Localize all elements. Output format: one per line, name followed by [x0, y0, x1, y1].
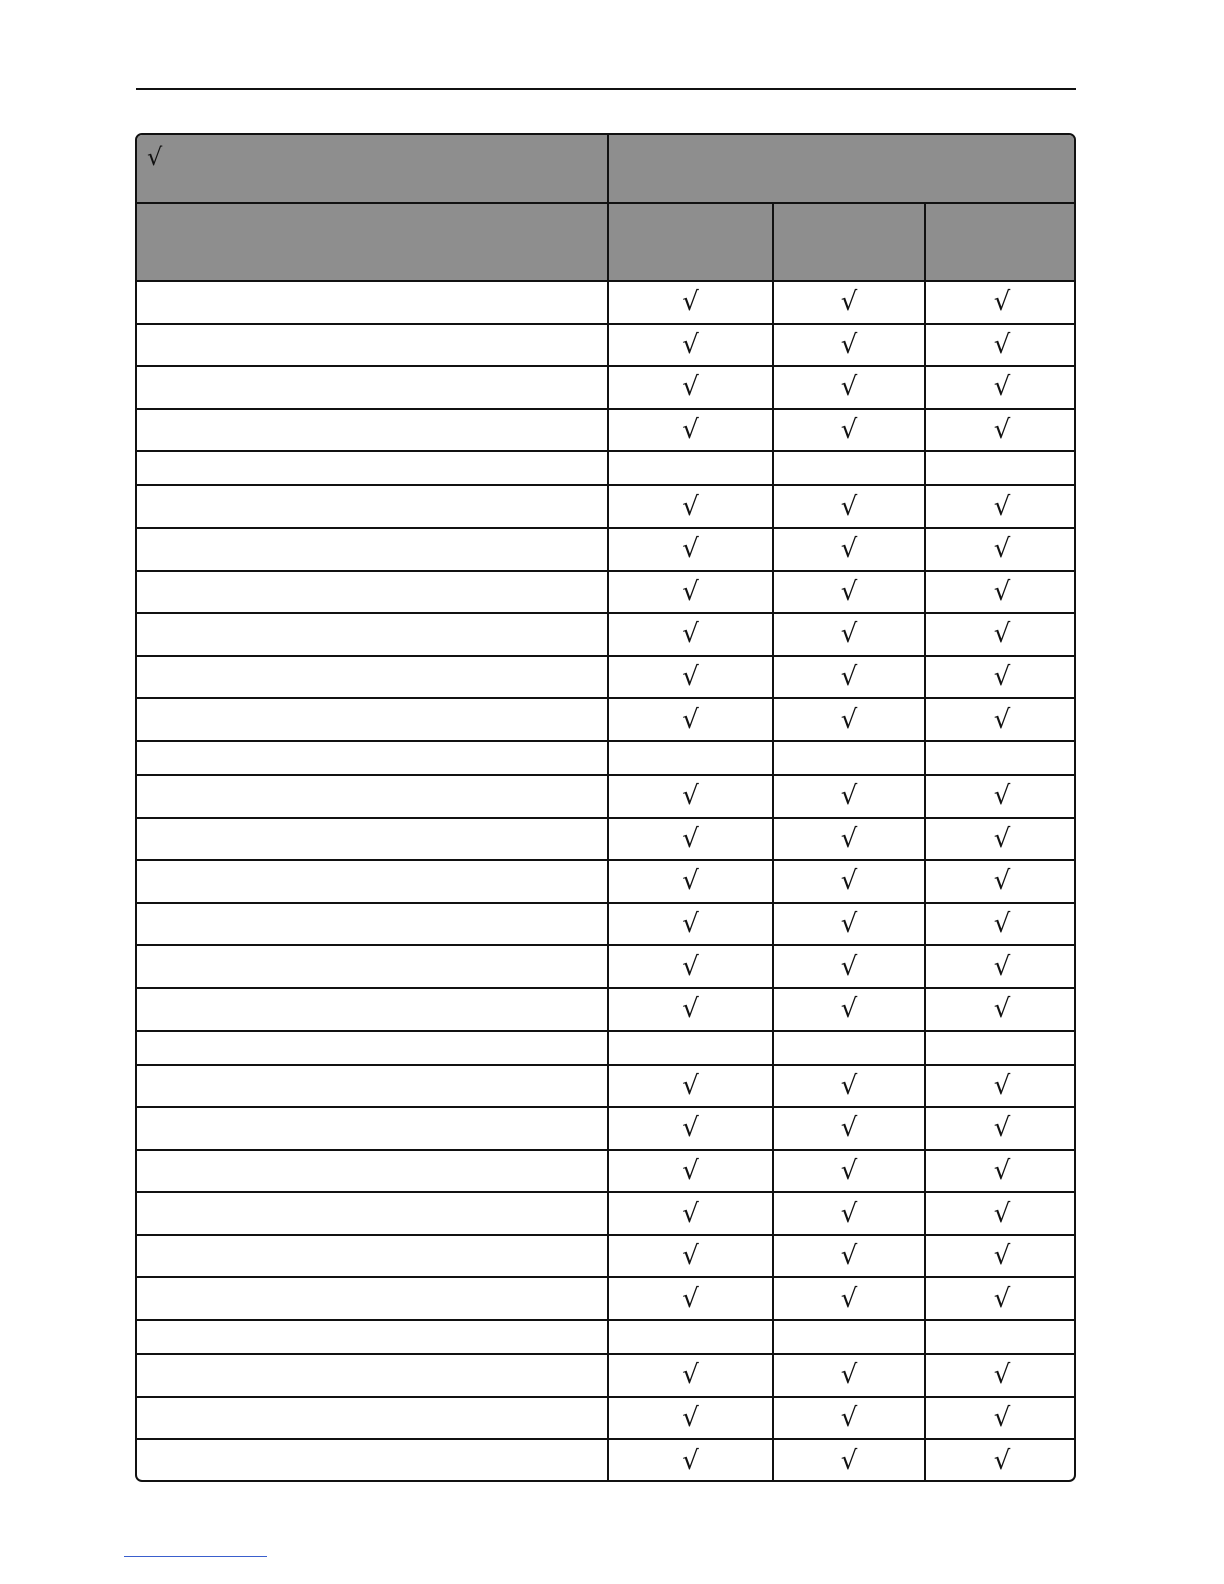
- table-header-row-2: [137, 203, 1076, 281]
- row-cell-column-2: [773, 1107, 925, 1150]
- row-cell-column-3: [925, 613, 1076, 656]
- table-row: [137, 366, 1076, 409]
- table-row: [137, 571, 1076, 614]
- table-row: [137, 860, 1076, 903]
- row-cell-column-1: [608, 571, 773, 614]
- section-row: [137, 451, 1076, 485]
- row-cell-column-2: [773, 1065, 925, 1108]
- checkmark-icon: √: [993, 866, 1011, 897]
- header-item-cell: [137, 203, 608, 281]
- row-cell-column-1: [608, 1107, 773, 1150]
- section-row: [137, 1031, 1076, 1065]
- row-cell-column-1: [608, 698, 773, 741]
- checkmark-icon: √: [840, 823, 858, 854]
- row-cell-column-3: [925, 1150, 1076, 1193]
- row-cell-column-1: [608, 324, 773, 367]
- checkmark-icon: √: [682, 994, 699, 1025]
- row-cell-column-1: [608, 1065, 773, 1108]
- row-cell-column-3: [925, 528, 1076, 571]
- row-cell-column-1: [608, 818, 773, 861]
- row-label-cell: [137, 409, 608, 452]
- row-cell-column-3: [925, 1277, 1076, 1320]
- table-row: [137, 1277, 1076, 1320]
- row-label-cell: [137, 324, 608, 367]
- row-cell-column-1: [608, 409, 773, 452]
- row-cell-column-1: [608, 1277, 773, 1320]
- row-label-cell: [137, 945, 608, 988]
- checkmark-icon: √: [993, 781, 1011, 812]
- table-header-row-1: [137, 135, 1076, 203]
- checkmark-icon: √: [682, 1402, 699, 1433]
- row-cell-column-1: [608, 1150, 773, 1193]
- checkmark-icon: √: [993, 1283, 1011, 1314]
- checkmark-icon: √: [682, 491, 699, 522]
- checkmark-icon: √: [682, 1360, 699, 1391]
- row-cell-column-3: [925, 903, 1076, 946]
- checkmark-icon: √: [682, 415, 699, 446]
- row-label-cell: [137, 1031, 608, 1065]
- row-cell-column-1: [608, 1439, 773, 1482]
- row-label-cell: [137, 485, 608, 528]
- row-label-cell: [137, 1235, 608, 1278]
- checkmark-icon: √: [682, 781, 699, 812]
- checkmark-icon: √: [682, 909, 699, 940]
- checkmark-icon: √: [147, 143, 163, 171]
- row-cell-column-3: [925, 1192, 1076, 1235]
- legend-cell: [137, 135, 608, 203]
- row-cell-column-2: [773, 409, 925, 452]
- checkmark-icon: √: [682, 1241, 699, 1272]
- table-row: [137, 818, 1076, 861]
- row-cell-column-3: [925, 451, 1076, 485]
- row-cell-column-3: [925, 281, 1076, 324]
- row-cell-column-3: [925, 698, 1076, 741]
- row-cell-column-2: [773, 1439, 925, 1482]
- checkmark-icon: √: [993, 1402, 1011, 1433]
- row-label-cell: [137, 1397, 608, 1440]
- checkmark-icon: √: [993, 287, 1011, 318]
- table-row: [137, 1354, 1076, 1397]
- table-row: [137, 1150, 1076, 1193]
- row-cell-column-2: [773, 1192, 925, 1235]
- row-label-cell: [137, 656, 608, 699]
- top-rule: [136, 88, 1076, 90]
- checkmark-icon: √: [682, 619, 699, 650]
- row-cell-column-3: [925, 741, 1076, 775]
- checkmark-icon: √: [682, 823, 699, 854]
- checkmark-icon: √: [993, 372, 1011, 403]
- row-cell-column-1: [608, 281, 773, 324]
- row-cell-column-1: [608, 366, 773, 409]
- checkmark-icon: √: [840, 781, 858, 812]
- table-row: [137, 324, 1076, 367]
- checkmark-icon: √: [993, 909, 1011, 940]
- row-cell-column-3: [925, 366, 1076, 409]
- checkmark-icon: √: [682, 1113, 699, 1144]
- checkmark-icon: √: [840, 1113, 858, 1144]
- checkmark-icon: √: [840, 704, 858, 735]
- row-cell-column-2: [773, 1031, 925, 1065]
- checkmark-icon: √: [840, 909, 858, 940]
- row-cell-column-1: [608, 1192, 773, 1235]
- row-label-cell: [137, 571, 608, 614]
- checkmark-icon: √: [993, 619, 1011, 650]
- checkmark-icon: √: [840, 1360, 858, 1391]
- table-body: [137, 281, 1076, 1482]
- row-cell-column-2: [773, 1320, 925, 1354]
- checkmark-icon: √: [682, 287, 699, 318]
- checkmark-icon: √: [993, 534, 1011, 565]
- checkmark-icon: √: [993, 994, 1011, 1025]
- row-cell-column-3: [925, 818, 1076, 861]
- row-cell-column-3: [925, 1031, 1076, 1065]
- section-row: [137, 741, 1076, 775]
- table-row: [137, 1192, 1076, 1235]
- row-cell-column-2: [773, 613, 925, 656]
- checkmark-icon: √: [682, 1198, 699, 1229]
- row-cell-column-1: [608, 860, 773, 903]
- row-cell-column-1: [608, 903, 773, 946]
- row-cell-column-2: [773, 775, 925, 818]
- row-cell-column-2: [773, 945, 925, 988]
- checkmark-icon: √: [993, 1241, 1011, 1272]
- row-cell-column-3: [925, 775, 1076, 818]
- table-row: [137, 281, 1076, 324]
- row-cell-column-2: [773, 903, 925, 946]
- table-row: [137, 698, 1076, 741]
- checkmark-icon: √: [840, 1241, 858, 1272]
- checkmark-icon: √: [993, 951, 1011, 982]
- checkmark-icon: √: [993, 704, 1011, 735]
- checkmark-icon: √: [840, 1198, 858, 1229]
- checkmark-icon: √: [840, 866, 858, 897]
- row-cell-column-2: [773, 988, 925, 1031]
- row-cell-column-2: [773, 1150, 925, 1193]
- table-row: [137, 485, 1076, 528]
- row-label-cell: [137, 1354, 608, 1397]
- row-label-cell: [137, 1192, 608, 1235]
- row-cell-column-1: [608, 613, 773, 656]
- checkmark-icon: √: [993, 1360, 1011, 1391]
- row-label-cell: [137, 281, 608, 324]
- row-cell-column-3: [925, 1235, 1076, 1278]
- row-cell-column-3: [925, 1320, 1076, 1354]
- table-row: [137, 945, 1076, 988]
- row-cell-column-3: [925, 485, 1076, 528]
- row-cell-column-2: [773, 528, 925, 571]
- row-label-cell: [137, 1439, 608, 1482]
- table-row: [137, 1439, 1076, 1482]
- row-label-cell: [137, 1320, 608, 1354]
- checkmark-icon: √: [840, 372, 858, 403]
- checkmark-icon: √: [840, 951, 858, 982]
- row-label-cell: [137, 988, 608, 1031]
- table-row: [137, 903, 1076, 946]
- checkmark-icon: √: [993, 662, 1011, 693]
- row-label-cell: [137, 528, 608, 571]
- row-cell-column-1: [608, 656, 773, 699]
- row-cell-column-1: [608, 1397, 773, 1440]
- row-label-cell: [137, 366, 608, 409]
- row-cell-column-3: [925, 988, 1076, 1031]
- row-cell-column-3: [925, 409, 1076, 452]
- row-label-cell: [137, 451, 608, 485]
- checkmark-icon: √: [682, 1446, 699, 1477]
- checkmark-icon: √: [993, 415, 1011, 446]
- row-cell-column-2: [773, 698, 925, 741]
- row-cell-column-3: [925, 1065, 1076, 1108]
- row-cell-column-3: [925, 1354, 1076, 1397]
- row-cell-column-1: [608, 945, 773, 988]
- table-row: [137, 409, 1076, 452]
- checkmark-icon: √: [993, 823, 1011, 854]
- row-label-cell: [137, 775, 608, 818]
- row-cell-column-1: [608, 775, 773, 818]
- checkmark-icon: √: [840, 1446, 858, 1477]
- footer-link-underline[interactable]: [124, 1556, 267, 1557]
- row-label-cell: [137, 741, 608, 775]
- row-label-cell: [137, 613, 608, 656]
- checkmark-icon: √: [840, 415, 858, 446]
- row-cell-column-1: [608, 1320, 773, 1354]
- table-row: [137, 775, 1076, 818]
- row-cell-column-2: [773, 366, 925, 409]
- checkmark-icon: √: [840, 1402, 858, 1433]
- row-cell-column-3: [925, 945, 1076, 988]
- checkmark-icon: √: [993, 329, 1011, 360]
- row-label-cell: [137, 860, 608, 903]
- checkmark-icon: √: [993, 1446, 1011, 1477]
- checkmark-icon: √: [840, 576, 858, 607]
- row-cell-column-1: [608, 1235, 773, 1278]
- row-cell-column-1: [608, 451, 773, 485]
- table-row: [137, 988, 1076, 1031]
- checkmark-icon: √: [840, 491, 858, 522]
- row-label-cell: [137, 1107, 608, 1150]
- row-cell-column-2: [773, 741, 925, 775]
- checkmark-icon: √: [840, 619, 858, 650]
- row-cell-column-3: [925, 571, 1076, 614]
- row-cell-column-3: [925, 324, 1076, 367]
- checkmark-icon: √: [682, 704, 699, 735]
- row-cell-column-1: [608, 528, 773, 571]
- checkmark-icon: √: [993, 1198, 1011, 1229]
- row-cell-column-3: [925, 656, 1076, 699]
- row-cell-column-1: [608, 1031, 773, 1065]
- checkmark-icon: √: [840, 994, 858, 1025]
- row-cell-column-1: [608, 1354, 773, 1397]
- row-cell-column-2: [773, 656, 925, 699]
- checkmark-icon: √: [682, 866, 699, 897]
- checkmark-icon: √: [993, 576, 1011, 607]
- row-cell-column-2: [773, 1277, 925, 1320]
- checkmark-icon: √: [840, 1155, 858, 1186]
- row-cell-column-2: [773, 818, 925, 861]
- row-cell-column-1: [608, 485, 773, 528]
- row-cell-column-2: [773, 281, 925, 324]
- checkmark-icon: √: [993, 1113, 1011, 1144]
- row-cell-column-3: [925, 1397, 1076, 1440]
- row-cell-column-1: [608, 741, 773, 775]
- table-row: [137, 613, 1076, 656]
- row-cell-column-3: [925, 1107, 1076, 1150]
- table-row: [137, 656, 1076, 699]
- row-cell-column-3: [925, 1439, 1076, 1482]
- row-label-cell: [137, 698, 608, 741]
- checkmark-icon: √: [682, 576, 699, 607]
- row-cell-column-2: [773, 1235, 925, 1278]
- row-label-cell: [137, 1065, 608, 1108]
- section-row: [137, 1320, 1076, 1354]
- checkmark-icon: √: [682, 372, 699, 403]
- row-label-cell: [137, 1277, 608, 1320]
- row-label-cell: [137, 818, 608, 861]
- checkmark-icon: √: [682, 951, 699, 982]
- checkmark-icon: √: [682, 329, 699, 360]
- row-cell-column-2: [773, 1354, 925, 1397]
- checkmark-icon: √: [682, 534, 699, 565]
- row-label-cell: [137, 903, 608, 946]
- table-row: [137, 1235, 1076, 1278]
- row-cell-column-2: [773, 860, 925, 903]
- checkmark-icon: √: [993, 1155, 1011, 1186]
- row-label-cell: [137, 1150, 608, 1193]
- checkmark-icon: √: [840, 662, 858, 693]
- row-cell-column-2: [773, 451, 925, 485]
- header-column-2: [773, 203, 925, 281]
- table-row: [137, 1397, 1076, 1440]
- support-matrix-table: [135, 133, 1076, 1482]
- row-cell-column-1: [608, 988, 773, 1031]
- checkmark-icon: √: [682, 1070, 699, 1101]
- header-group-cell: [608, 135, 1076, 203]
- row-cell-column-2: [773, 485, 925, 528]
- checkmark-icon: √: [840, 1070, 858, 1101]
- table-row: [137, 528, 1076, 571]
- checkmark-icon: √: [682, 1283, 699, 1314]
- checkmark-icon: √: [993, 491, 1011, 522]
- checkmark-icon: √: [993, 1070, 1011, 1101]
- checkmark-icon: √: [682, 1155, 699, 1186]
- row-cell-column-2: [773, 571, 925, 614]
- table-row: [137, 1065, 1076, 1108]
- row-cell-column-3: [925, 860, 1076, 903]
- checkmark-icon: √: [840, 287, 858, 318]
- checkmark-icon: √: [840, 534, 858, 565]
- table-row: [137, 1107, 1076, 1150]
- header-column-1: [608, 203, 773, 281]
- row-cell-column-2: [773, 1397, 925, 1440]
- row-cell-column-2: [773, 324, 925, 367]
- header-column-3: [925, 203, 1076, 281]
- checkmark-icon: √: [840, 1283, 858, 1314]
- checkmark-icon: √: [840, 329, 858, 360]
- checkmark-icon: √: [682, 662, 699, 693]
